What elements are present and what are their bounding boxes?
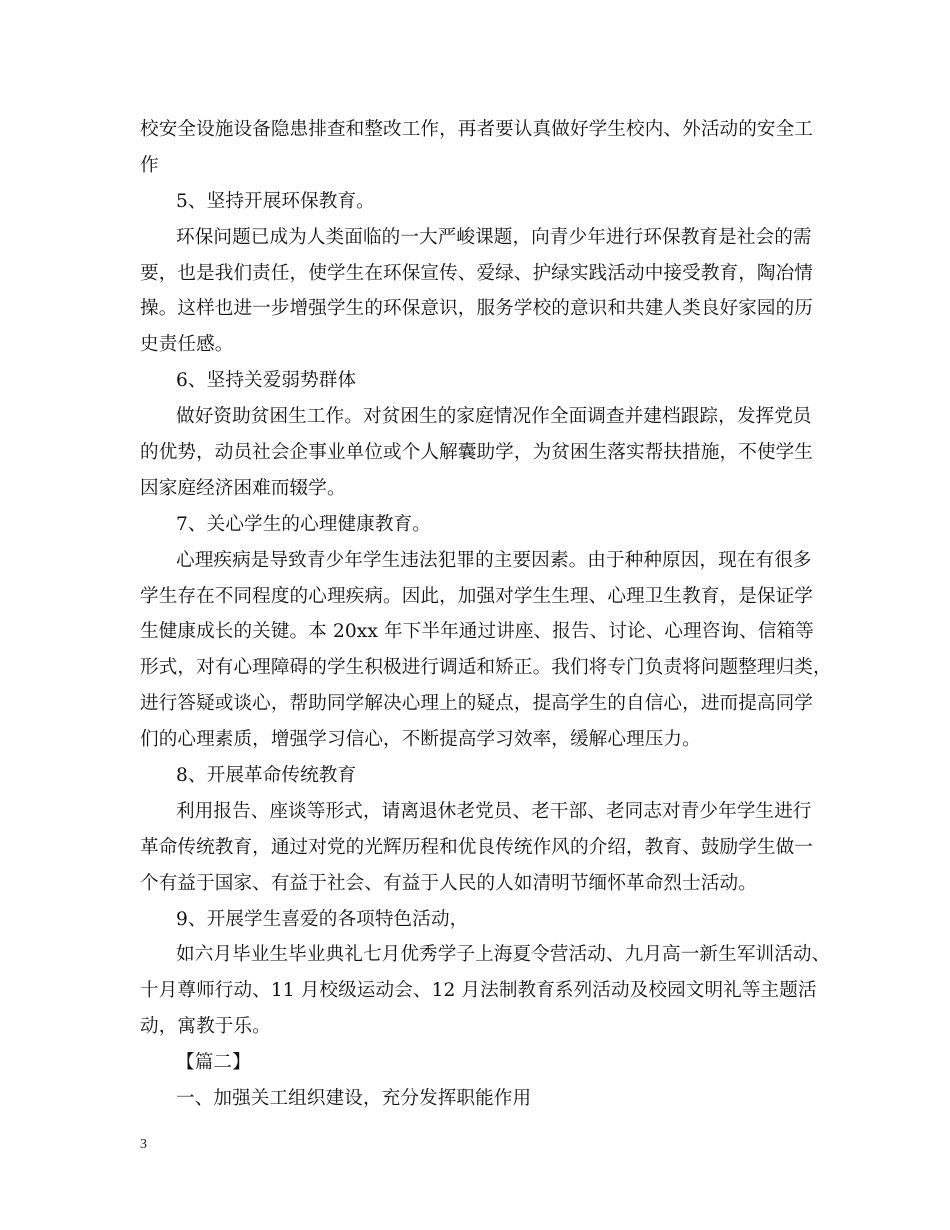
text-line: 十月尊师行动、11 月校级运动会、12 月法制教育系列活动及校园文明礼等主题活: [140, 980, 817, 1002]
text-line: 因家庭经济困难而辍学。: [140, 477, 346, 499]
text-line: 利用报告、座谈等形式，请离退休老党员、老干部、老同志对青少年学生进行: [176, 800, 812, 822]
text-line: 心理疾病是导致青少年学生违法犯罪的主要因素。由于种种原因，现在有很多: [176, 549, 812, 571]
text-line: 8、开展革命传统教育: [176, 765, 357, 787]
text-line: 学生存在不同程度的心理疾病。因此，加强对学生生理、心理卫生教育，是保证学: [140, 585, 813, 607]
text-line: 如六月毕业生毕业典礼七月优秀学子上海夏令营活动、九月高一新生军训活动、: [176, 944, 831, 966]
text-line: 的优势，动员社会企事业单位或个人解囊助学，为贫困生落实帮扶措施，不使学生: [140, 442, 813, 464]
text-line: 个有益于国家、有益于社会、有益于人民的人如清明节缅怀革命烈士活动。: [140, 872, 757, 894]
text-line: 史责任感。: [140, 334, 234, 356]
text-line: 5、坚持开展环保教育。: [176, 190, 375, 212]
text-line: 形式，对有心理障碍的学生积极进行调适和矫正。我们将专门负责将问题整理归类，: [140, 657, 832, 679]
text-line: 们的心理素质，增强学习信心，不断提高学习效率，缓解心理压力。: [140, 729, 701, 751]
text-line: 革命传统教育，通过对党的光辉历程和优良传统作风的介绍，教育、鼓励学生做一: [140, 836, 813, 858]
text-line: 动，寓教于乐。: [140, 1016, 271, 1038]
text-line: 一、加强关工组织建设，充分发挥职能作用: [176, 1088, 532, 1110]
document-body: [140, 112, 832, 1117]
text-line: 操。这样也进一步增强学生的环保意识，服务学校的意识和共建人类良好家园的历: [140, 298, 813, 320]
text-line: 7、关心学生的心理健康教育。: [176, 513, 431, 535]
text-line: 6、坚持关爱弱势群体: [176, 370, 357, 392]
text-line: 做好资助贫困生工作。对贫困生的家庭情况作全面调查并建档跟踪，发挥党员: [176, 406, 812, 428]
text-line: 生健康成长的关键。本 20xx 年下半年通过讲座、报告、讨论、心理咨询、信箱等: [140, 621, 814, 643]
text-line: 要，也是我们责任，使学生在环保宣传、爱绿、护绿实践活动中接受教育，陶冶情: [140, 262, 813, 284]
page-number: 3: [140, 1137, 147, 1152]
text-line: 环保问题已成为人类面临的一大严峻课题，向青少年进行环保教育是社会的需: [176, 226, 812, 248]
text-line: 【篇二】: [176, 1052, 251, 1074]
text-line: 作: [140, 154, 159, 176]
text-line: 9、开展学生喜爱的各项特色活动，: [176, 908, 469, 930]
text-line: 校安全设施设备隐患排查和整改工作，再者要认真做好学生校内、外活动的安全工: [140, 119, 813, 140]
text-line: 进行答疑或谈心，帮助同学解决心理上的疑点，提高学生的自信心，进而提高同学: [140, 693, 813, 715]
